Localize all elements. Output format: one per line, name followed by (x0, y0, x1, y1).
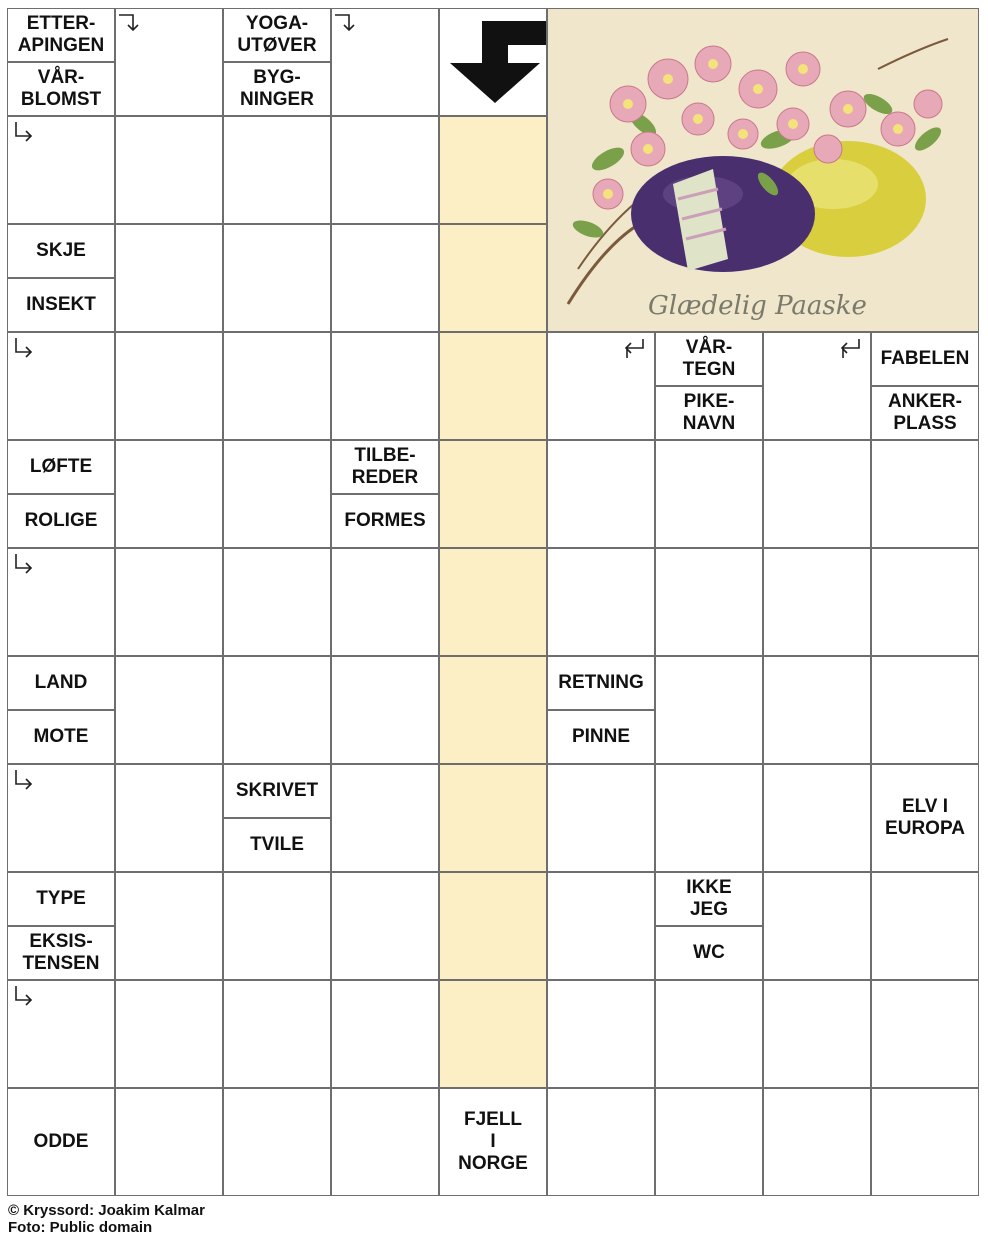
clue-ankerplass: ANKER- PLASS (871, 386, 979, 440)
answer-cell[interactable] (331, 656, 439, 764)
clue-type: TYPE (7, 872, 115, 926)
easter-eggs-flowers-icon (548, 9, 979, 332)
solution-arrow-icon (440, 9, 546, 115)
solution-cell[interactable] (439, 656, 547, 764)
clue-land: LAND (7, 656, 115, 710)
solution-cell[interactable] (439, 872, 547, 980)
answer-cell[interactable] (223, 440, 331, 548)
credit-crossword: © Kryssord: Joakim Kalmar (8, 1202, 205, 1219)
answer-cell[interactable] (763, 440, 871, 548)
clue-rolige: ROLIGE (7, 494, 115, 548)
arrow-left-down-icon (837, 336, 863, 362)
answer-cell[interactable] (223, 1088, 331, 1196)
answer-cell[interactable] (223, 332, 331, 440)
clue-vaartegn: VÅR- TEGN (655, 332, 763, 386)
arrow-down-right-icon (11, 120, 37, 146)
credit-photo: Foto: Public domain (8, 1219, 153, 1236)
answer-cell[interactable] (655, 1088, 763, 1196)
answer-cell[interactable] (763, 548, 871, 656)
answer-cell[interactable] (115, 656, 223, 764)
solution-cell[interactable] (439, 332, 547, 440)
arrow-down-right-icon (11, 768, 37, 794)
clue-formes: FORMES (331, 494, 439, 548)
arrow-down-right-icon (11, 984, 37, 1010)
answer-cell[interactable] (871, 980, 979, 1088)
clue-wc: WC (655, 926, 763, 980)
clue-fabelen: FABELEN (871, 332, 979, 386)
solution-cell[interactable] (439, 116, 547, 224)
answer-cell[interactable] (115, 116, 223, 224)
answer-cell[interactable] (547, 872, 655, 980)
answer-cell[interactable] (223, 656, 331, 764)
solution-cell[interactable] (439, 440, 547, 548)
clue-tilbereder: TILBE- REDER (331, 440, 439, 494)
answer-cell[interactable] (547, 1088, 655, 1196)
answer-cell[interactable] (115, 440, 223, 548)
answer-cell[interactable] (331, 764, 439, 872)
answer-cell[interactable] (763, 1088, 871, 1196)
clue-mote: MOTE (7, 710, 115, 764)
answer-cell[interactable] (223, 980, 331, 1088)
clue-skrivet: SKRIVET (223, 764, 331, 818)
answer-cell[interactable] (871, 548, 979, 656)
answer-cell[interactable] (223, 224, 331, 332)
solution-cell[interactable] (439, 224, 547, 332)
clue-fjell-i-norge: FJELL I NORGE (439, 1088, 547, 1196)
clue-ikke-jeg: IKKE JEG (655, 872, 763, 926)
clue-insekt: INSEKT (7, 278, 115, 332)
answer-cell[interactable] (331, 116, 439, 224)
credits (8, 1202, 205, 1236)
answer-cell[interactable] (115, 872, 223, 980)
answer-cell[interactable] (547, 548, 655, 656)
clue-skje: SKJE (7, 224, 115, 278)
arrow-right-down-icon (117, 10, 143, 36)
clue-tvile: TVILE (223, 818, 331, 872)
answer-cell[interactable] (331, 224, 439, 332)
answer-cell[interactable] (547, 980, 655, 1088)
clue-etterapingen: ETTER- APINGEN (7, 8, 115, 62)
answer-cell[interactable] (115, 548, 223, 656)
clue-yogautover: YOGA- UTØVER (223, 8, 331, 62)
answer-cell[interactable] (763, 980, 871, 1088)
solution-cell[interactable] (439, 764, 547, 872)
answer-cell[interactable] (871, 1088, 979, 1196)
answer-cell[interactable] (115, 764, 223, 872)
answer-cell[interactable] (655, 764, 763, 872)
answer-cell[interactable] (763, 872, 871, 980)
arrow-right-down-icon (333, 10, 359, 36)
clue-pikenavn: PIKE- NAVN (655, 386, 763, 440)
answer-cell[interactable] (223, 548, 331, 656)
answer-cell[interactable] (331, 548, 439, 656)
easter-postcard-image (547, 8, 979, 332)
answer-cell[interactable] (655, 440, 763, 548)
answer-cell[interactable] (223, 872, 331, 980)
arrow-down-right-icon (11, 552, 37, 578)
answer-cell[interactable] (547, 440, 655, 548)
answer-cell[interactable] (655, 548, 763, 656)
postcard-caption: Glædelig Paaske (648, 291, 867, 321)
arrow-down-right-icon (11, 336, 37, 362)
solution-cell[interactable] (439, 980, 547, 1088)
answer-cell[interactable] (331, 872, 439, 980)
answer-cell[interactable] (763, 764, 871, 872)
answer-cell[interactable] (547, 764, 655, 872)
solution-cell[interactable] (439, 548, 547, 656)
clue-lofte: LØFTE (7, 440, 115, 494)
clue-pinne: PINNE (547, 710, 655, 764)
answer-cell[interactable] (223, 116, 331, 224)
answer-cell[interactable] (655, 656, 763, 764)
answer-cell[interactable] (115, 1088, 223, 1196)
clue-elv-i-europa: ELV I EUROPA (871, 764, 979, 872)
answer-cell[interactable] (763, 656, 871, 764)
solution-arrow-cell (439, 8, 547, 116)
clue-retning: RETNING (547, 656, 655, 710)
crossword-grid (7, 8, 979, 1196)
answer-cell[interactable] (331, 332, 439, 440)
answer-cell[interactable] (115, 980, 223, 1088)
answer-cell[interactable] (115, 332, 223, 440)
clue-bygninger: BYG- NINGER (223, 62, 331, 116)
clue-eksistensen: EKSIS- TENSEN (7, 926, 115, 980)
answer-cell[interactable] (871, 440, 979, 548)
answer-cell[interactable] (115, 224, 223, 332)
answer-cell[interactable] (331, 1088, 439, 1196)
answer-cell[interactable] (871, 872, 979, 980)
clue-vaarblomst: VÅR- BLOMST (7, 62, 115, 116)
answer-cell[interactable] (871, 656, 979, 764)
answer-cell[interactable] (655, 980, 763, 1088)
arrow-left-down-icon (621, 336, 647, 362)
answer-cell[interactable] (331, 980, 439, 1088)
clue-odde: ODDE (7, 1088, 115, 1196)
